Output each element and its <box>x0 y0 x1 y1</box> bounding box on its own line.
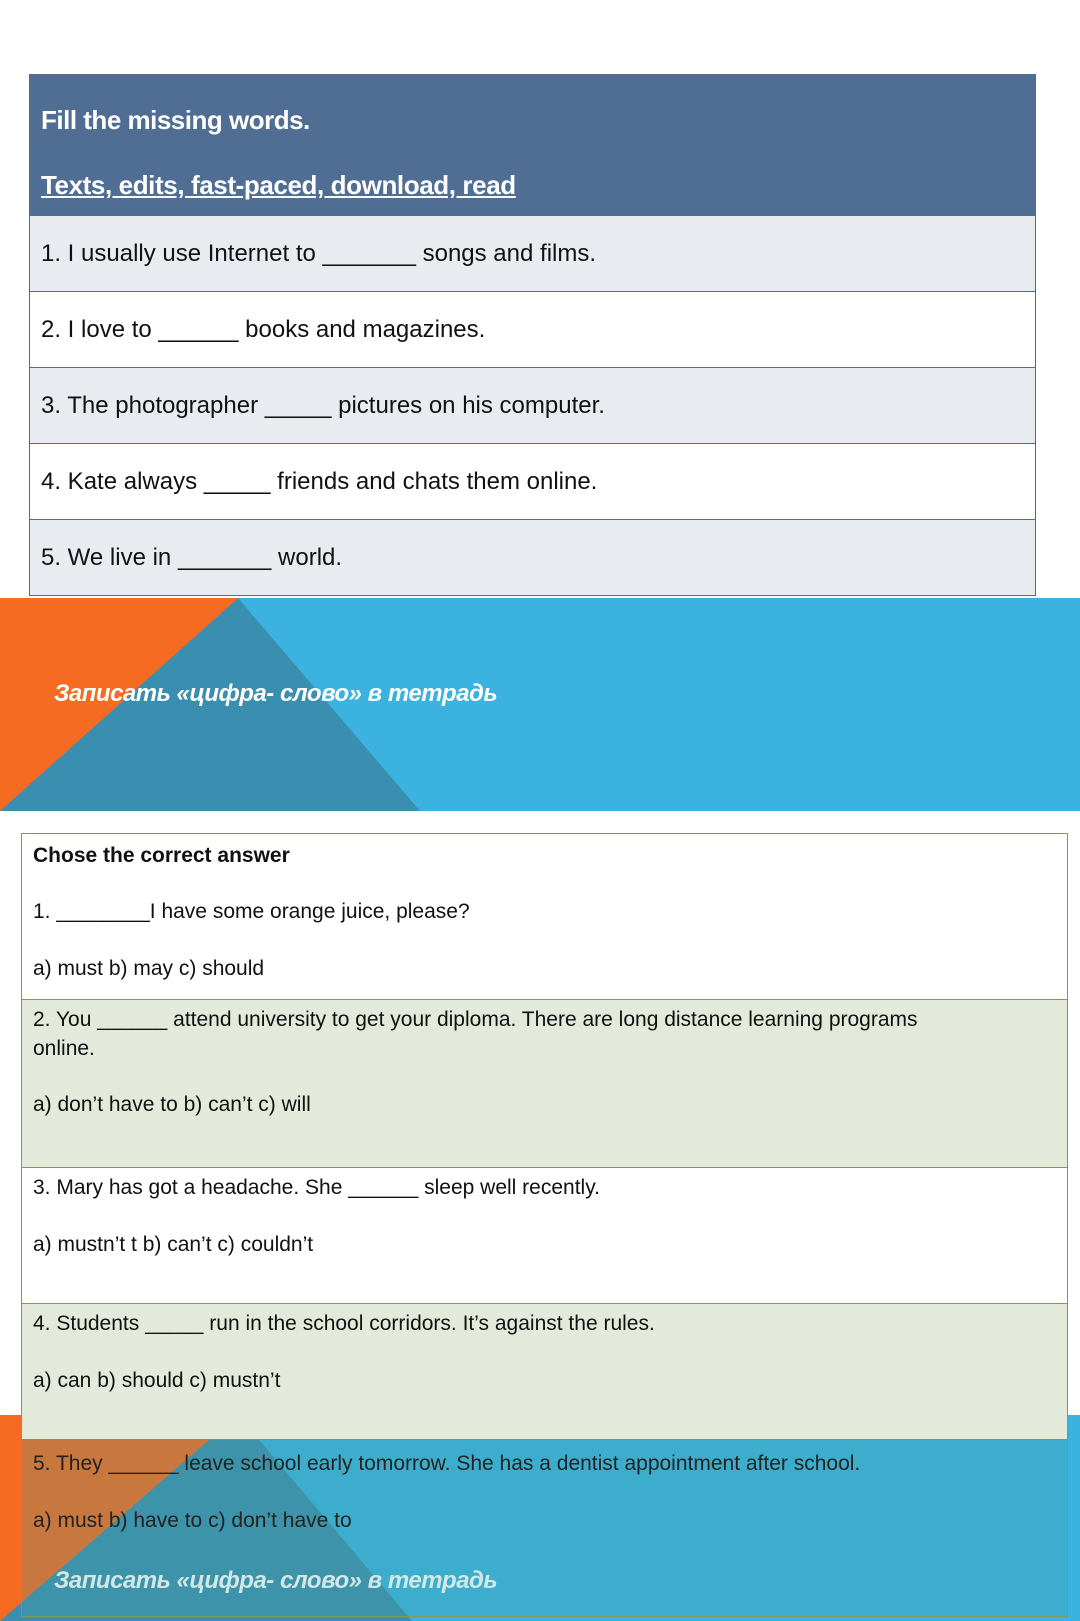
question-cell-5 <box>22 1439 1067 1616</box>
table-row: 4. Kate always _____ friends and chats them online. <box>30 443 1035 519</box>
answer-options: a) don’t have to b) can’t c) will <box>33 1093 311 1116</box>
banner-text: Записать «цифра- слово» в тетрадь <box>54 680 498 707</box>
instruction-title: Fill the missing words. <box>41 105 310 135</box>
answer-options: a) mustn’t t b) can’t c) couldn’t <box>33 1233 314 1256</box>
word-bank: Texts, edits, fast-paced, download, read <box>41 170 516 200</box>
question-cell-4 <box>22 1303 1067 1439</box>
question-cell-3 <box>22 1167 1067 1303</box>
question-cell-1 <box>22 834 1067 999</box>
question-text: 2. You ______ attend university to get your diploma. There are long distance learning programs <box>33 1008 918 1031</box>
question-cell-2 <box>22 999 1067 1167</box>
instruction-banner <box>0 598 1080 811</box>
question-text: 5. They ______ leave school early tomorrow. She has a dentist appointment after school. <box>33 1452 861 1475</box>
banner-text: Записать «цифра- слово» в тетрадь <box>54 1567 498 1594</box>
question-text-continued: online. <box>33 1037 95 1060</box>
table-row: 3. The photographer _____ pictures on his computer. <box>30 367 1035 443</box>
instruction-title: Chose the correct answer <box>33 844 290 867</box>
table-row: 2. I love to ______ books and magazines. <box>30 291 1035 367</box>
table-header <box>30 75 1035 215</box>
table-row: 5. We live in _______ world. <box>30 519 1035 595</box>
answer-options: a) can b) should c) mustn’t <box>33 1369 281 1392</box>
question-text: 3. Mary has got a headache. She ______ sleep well recently. <box>33 1176 600 1199</box>
table-row: 1. I usually use Internet to _______ songs and films. <box>30 215 1035 291</box>
fill-missing-words-table <box>29 74 1036 596</box>
question-text: 1. ________I have some orange juice, please? <box>33 900 470 923</box>
answer-options: a) must b) have to c) don’t have to <box>33 1509 352 1532</box>
answer-options: a) must b) may c) should <box>33 957 265 980</box>
choose-answer-table <box>21 833 1068 1617</box>
question-text: 4. Students _____ run in the school corridors. It’s against the rules. <box>33 1312 655 1335</box>
